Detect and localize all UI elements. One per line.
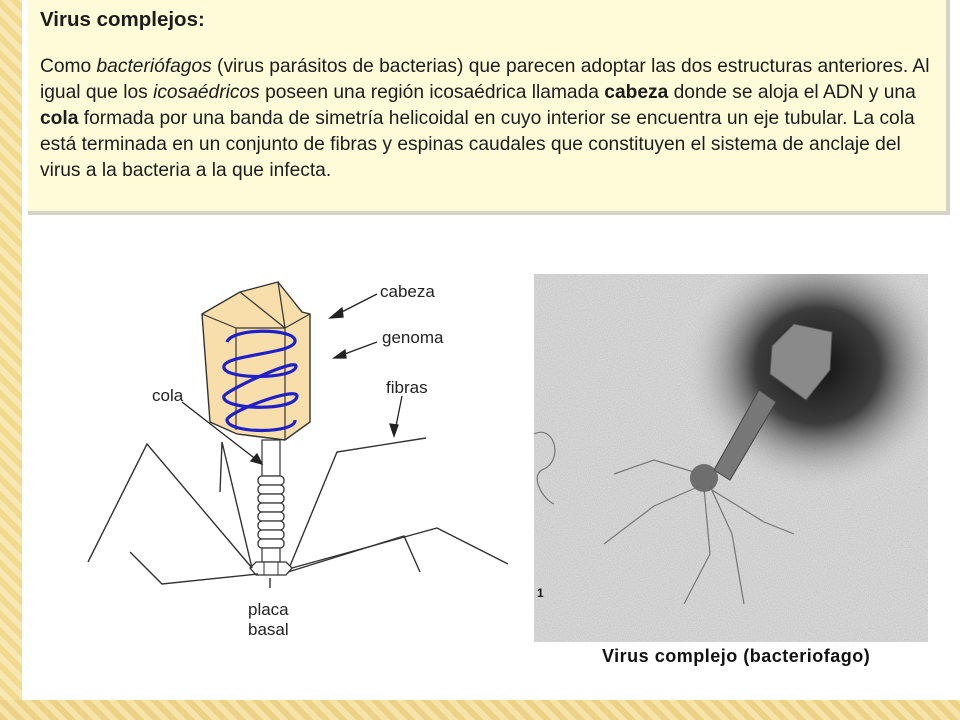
paragraph-text: Como: [40, 56, 97, 77]
slide-frame-left: [0, 0, 22, 720]
figure-number: 1: [537, 586, 544, 600]
slide-frame-bottom: [0, 700, 960, 720]
label-cabeza: cabeza: [380, 282, 435, 301]
electron-micrograph: [534, 274, 928, 642]
bacteriophage-drawing: [52, 262, 522, 652]
term-bacteriofagos: bacteriófagos: [96, 56, 212, 77]
term-icosaedricos: icosaédricos: [153, 82, 260, 103]
label-genoma: genoma: [382, 328, 444, 347]
term-cabeza: cabeza: [604, 82, 669, 103]
paragraph-text: formada por una banda de simetría helicoidal en cuyo interior se encuentra un eje tubular. La cola está terminada en un conjunto de fibras y espinas caudales que constituyen el sistema de anclaje del virus a la bacteria a la que infecta.: [40, 108, 915, 181]
bacteriophage-diagram: [52, 262, 522, 652]
label-basal: basal: [248, 620, 289, 639]
label-placa: placa: [248, 600, 289, 619]
text-box: [28, 0, 950, 215]
term-cola: cola: [40, 108, 79, 129]
base-plate: [250, 562, 292, 575]
slide: [22, 0, 960, 700]
label-fibras: fibras: [386, 378, 428, 397]
label-cola: cola: [152, 386, 184, 405]
section-title: Virus complejos:: [40, 8, 205, 31]
paragraph-text: donde se aloja el ADN y una: [668, 82, 916, 103]
micrograph-caption: Virus complejo (bacteriofago): [602, 646, 871, 666]
paragraph-text: (virus parásitos de bacterias) que parecen adoptar las dos estructuras anteriores. Al igual que los: [40, 56, 930, 103]
tail-fibers: [88, 438, 508, 584]
phage-tail: [258, 440, 284, 562]
phage-head: [202, 282, 310, 440]
micrograph-image: [534, 274, 928, 642]
description-paragraph: [40, 54, 932, 184]
paragraph-text: poseen una región icosaédrica llamada: [259, 82, 605, 103]
